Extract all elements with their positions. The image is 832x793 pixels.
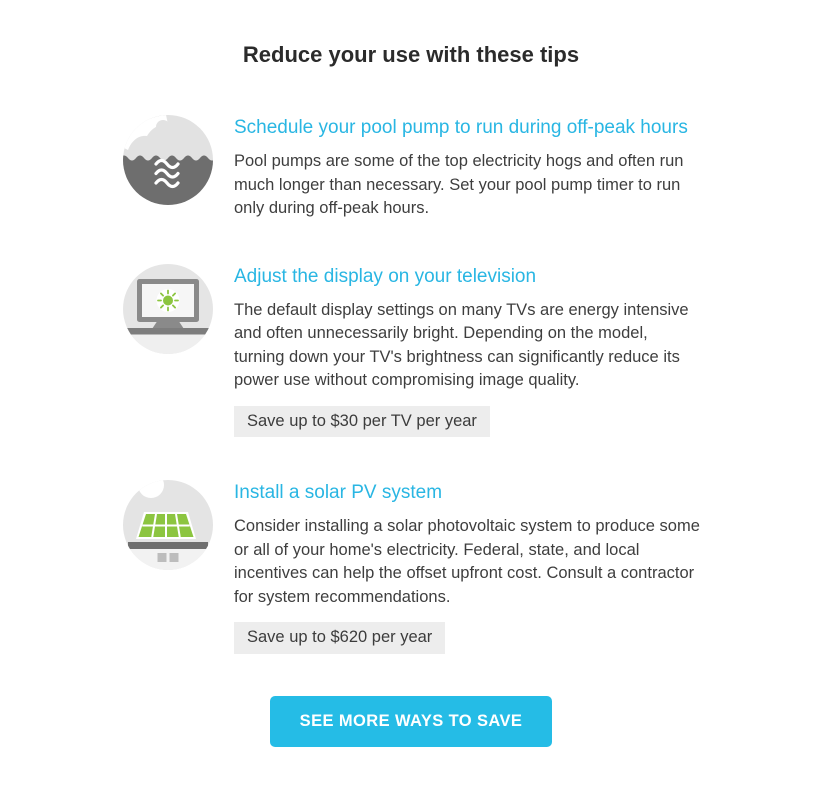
tip-content bbox=[234, 479, 700, 654]
tip-heading-solar-pv[interactable]: Install a solar PV system bbox=[234, 482, 443, 503]
television-brightness-icon bbox=[122, 263, 214, 355]
tip-body-television: The default display settings on many TVs are energy intensive and often unnecessarily bright. Depending on the model, turning down your TV's brightness can significantly reduce its power use without compromising image quality. bbox=[234, 300, 689, 389]
tip-row-television bbox=[122, 263, 700, 438]
page-title: Reduce your use with these tips bbox=[242, 42, 580, 67]
tip-row-solar-pv bbox=[122, 479, 700, 654]
tip-heading-television[interactable]: Adjust the display on your television bbox=[234, 265, 537, 287]
tips-section bbox=[122, 0, 700, 747]
savings-badge-solar-pv: Save up to $620 per year bbox=[234, 622, 445, 654]
tip-content bbox=[234, 263, 700, 438]
see-more-ways-to-save-button[interactable]: SEE MORE WAYS TO SAVE bbox=[270, 696, 553, 747]
solar-panel-icon bbox=[122, 479, 214, 571]
savings-badge-television: Save up to $30 per TV per year bbox=[234, 406, 490, 438]
tip-row-pool-pump bbox=[122, 114, 700, 221]
tip-body-pool-pump: Pool pumps are some of the top electricity hogs and often run much longer than necessary. Set your pool pump timer to run only during off-peak hours. bbox=[234, 152, 684, 217]
cta-row bbox=[122, 696, 700, 747]
tip-heading-pool-pump[interactable]: Schedule your pool pump to run during off-peak hours bbox=[234, 117, 688, 138]
pool-pump-wave-icon bbox=[122, 114, 214, 206]
tip-body-solar-pv: Consider installing a solar photovoltaic system to produce some or all of your home's electricity. Federal, state, and local incentives can help the offset upfront cost. Consult a contractor for system recommendations. bbox=[234, 517, 700, 606]
tip-content bbox=[234, 114, 700, 221]
